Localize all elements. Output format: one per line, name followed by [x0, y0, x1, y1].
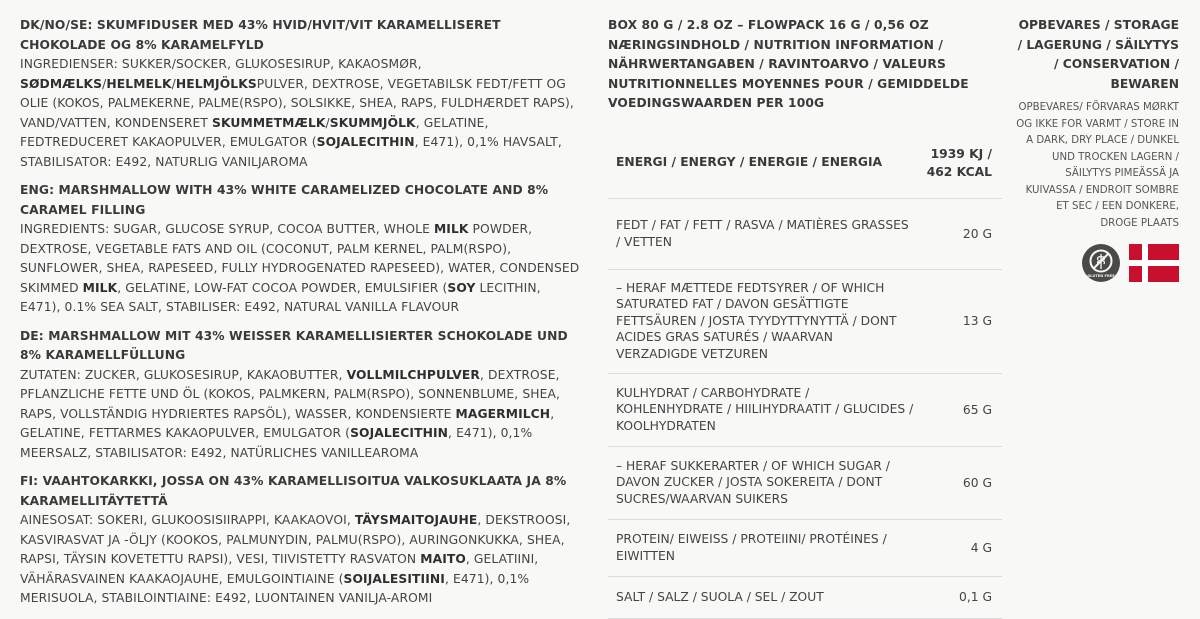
nutrition-row-saturated-fat	[608, 270, 1002, 374]
nutrition-row-fat	[608, 199, 1002, 270]
ingredient-text: /	[325, 115, 330, 130]
ingredient-text: , E471), 0,1% MERISUOLA, STABILOINTIAINE: E492, LUONTAINEN VANILJA-AROMI	[20, 571, 530, 605]
nutrition-label: ENERGI / ENERGY / ENERGIE / ENERGIA	[616, 155, 883, 170]
nutrition-row-sugar	[608, 447, 1002, 520]
allergen-text: SOIJALESITIINI	[343, 571, 445, 586]
nutrition-row-protein	[608, 520, 1002, 577]
ingredient-block	[20, 181, 580, 318]
nutrition-label: FEDT / FAT / FETT / RASVA / MATIÈRES GRASSES / VETTEN	[616, 218, 909, 249]
ingredient-text: , GELATIINI, VÄHÄRASVAINEN KAAKAOJAUHE, EMULGOINTIAINE (	[20, 552, 539, 586]
nutrition-value: 65 G	[962, 402, 992, 417]
ingredient-text: PULVER, DEXTROSE, VEGETABILSK FEDT/FETT OG OLIE (KOKOS, PALMEKERNE, PALME(RSPO), SOLSIKKE, SHEA, RAPS, FULDHÆRDET RAPS), VAND/VATTEN, KONDENSERET	[20, 76, 574, 130]
ingredient-text: INGREDIENSER: SUKKER/SOCKER, GLUKOSESIRUP, KAKAOSMØR,	[20, 57, 422, 71]
nutrition-label: PROTEIN/ EIWEISS / PROTEIINI/ PROTÉINES / EIWITTEN	[616, 532, 887, 563]
ingredient-text: INGREDIENTS: SUGAR, GLUCOSE SYRUP, COCOA BUTTER, WHOLE	[20, 222, 434, 236]
nutrition-label: SALT / SALZ / SUOLA / SEL / ZOUT	[616, 589, 824, 604]
ingredient-list	[20, 55, 580, 172]
allergen-text: SKUMMETMÆLK	[212, 115, 326, 130]
ingredient-block	[20, 472, 580, 609]
nutrition-value: 1939 KJ / 462 KCAL	[926, 146, 992, 179]
ingredients-column	[20, 16, 580, 618]
allergen-text: SKUMMJÖLK	[329, 115, 416, 130]
ingredient-block-title: DE: MARSHMALLOW MIT 43% WEISSER KARAMELLISIERTER SCHOKOLADE UND 8% KARAMELLFÜLLUNG	[20, 328, 568, 362]
nutrition-column	[608, 16, 1002, 619]
nutrition-row-carbohydrate	[608, 374, 1002, 447]
nutrition-value: 60 G	[962, 475, 992, 490]
nutrition-value: 4 G	[970, 540, 992, 555]
ingredient-block-title: ENG: MARSHMALLOW WITH 43% WHITE CARAMELIZED CHOCOLATE AND 8% CARAMEL FILLING	[20, 183, 549, 217]
gluten-free-icon	[1081, 243, 1121, 283]
nutrition-header: BOX 80 G / 2.8 OZ – FLOWPACK 16 G / 0,56 OZ NÆRINGSINDHOLD / NUTRITION INFORMATION / NÄHRWERTANGABEN / RAVINTOARVO / VALEURS NUTRITIONNELLES MOYENNES POUR / GEMIDDELDE VOEDINGSWAARDEN PER 100G	[608, 18, 969, 110]
nutrition-table	[608, 128, 1002, 619]
ingredient-text: AINESOSAT: SOKERI, GLUKOOSISIIRAPPI, KAAKAOVOI,	[20, 513, 355, 527]
nutrition-label: KULHYDRAT / CARBOHYDRATE / KOHLENHYDRATE / HIILIHYDRAATIT / GLUCIDES / KOOLHYDRATEN	[616, 385, 914, 433]
ingredient-block-title: FI: VAAHTOKARKKI, JOSSA ON 43% KARAMELLISOITUA VALKOSUKLAATA JA 8% KARAMELLITÄYTETTÄ	[20, 474, 567, 508]
nutrition-label: – HERAF SUKKERARTER / OF WHICH SUGAR / DAVON ZUCKER / JOSTA SOKEREITA / DONT SUCRES/WAARVAN SUIKERS	[616, 458, 890, 506]
ingredient-list	[20, 220, 580, 318]
ingredient-text: /	[102, 76, 107, 91]
ingredient-block	[20, 327, 580, 464]
ingredient-text: /	[171, 76, 176, 91]
gluten-free-text: GLUTEN FREE	[1087, 274, 1115, 278]
ingredient-block-title: DK/NO/SE: SKUMFIDUSER MED 43% HVID/HVIT/VIT KARAMELLISERET CHOKOLADE OG 8% KARAMELFYLD	[20, 18, 501, 52]
nutrition-value: 20 G	[962, 226, 992, 241]
allergen-text: HELMJÖLKS	[175, 76, 257, 91]
badges	[1016, 243, 1179, 283]
ingredient-text: LECITHIN, E471), 0.1% SEA SALT, STABILISER: E492, NATURAL VANILLA FLAVOUR	[20, 280, 541, 314]
ingredient-text: POWDER, DEXTROSE, VEGETABLE FATS AND OIL (COCONUT, PALM KERNEL, PALM(RSPO), SUNFLOWER, SHEA, RAPESEED, FULLY HYDROGENATED RAPESEED), WATER, CONDENSED SKIMMED	[20, 222, 580, 295]
storage-text: OPBEVARES/ FÖRVARAS MØRKT OG IKKE FOR VARMT / STORE IN A DARK, DRY PLACE / DUNKEL UND TROCKEN LAGERN / SÄILYTYS PIMEÄSSÄ JA KUIVASSA / ENDROIT SOMBRE ET SEC / EEN DONKERE, DROGE PLAATS	[1016, 102, 1179, 229]
storage-column	[1016, 16, 1179, 283]
ingredient-list	[20, 366, 580, 464]
allergen-text: MILK	[82, 280, 118, 295]
allergen-text: TÄYSMAITOJAUHE	[354, 513, 478, 527]
allergen-text: HELMELK	[106, 76, 172, 91]
allergen-text: MAGERMILCH	[455, 406, 551, 421]
nutrition-value: 13 G	[962, 314, 992, 328]
ingredient-text: , E471), 0,1% HAVSALT, STABILISATOR: E492, NATURLIG VANILJAROMA	[20, 135, 562, 169]
nutrition-row-energy	[608, 128, 1002, 199]
ingredient-text: , GELATINE, LOW-FAT COCOA POWDER, EMULSIFIER (	[117, 280, 448, 295]
denmark-flag-icon	[1129, 244, 1179, 282]
ingredient-text: , DEXTROSE, PFLANZLICHE FETTE UND ÖL (KOKOS, PALMKERN, PALM(RSPO), SONNENBLUME, SHEA, RAPS, VOLLSTÄNDIG HYDRIERTES RAPSÖL), WASSER, KONDENSIERTE	[20, 367, 560, 421]
ingredient-block	[20, 16, 580, 172]
storage-title: OPBEVARES / STORAGE / LAGERUNG / SÄILYTYS / CONSERVATION / BEWAREN	[1017, 18, 1179, 91]
allergen-text: MILK	[433, 222, 469, 236]
ingredient-text: , DEKSTROOSI, KASVIRASVAT JA -ÖLJY (KOOKOS, PALMUNYDIN, PALMU(RSPO), AURINGONKUKKA, SHEA, RAPSI, TÄYSIN KOVETETTU RAPSI), VESI, TIIVISTETTY RASVATON	[20, 513, 571, 566]
ingredient-text: , E471), 0,1% MEERSALZ, STABILISATOR: E492, NATÜRLICHES VANILLEAROMA	[20, 426, 533, 460]
ingredient-list	[20, 511, 580, 609]
nutrition-label: – HERAF MÆTTEDE FEDTSYRER / OF WHICH SATURATED FAT / DAVON GESÄTTIGTE FETTSÄUREN / JOSTA TYYDYTTYNYTTÄ / DONT ACIDES GRAS SATURÉS / WAARVAN VERZADIGDE VETZUREN	[616, 280, 897, 361]
ingredient-text: ZUTATEN: ZUCKER, GLUKOSESIRUP, KAKAOBUTTER,	[20, 367, 347, 382]
allergen-text: SOY	[447, 280, 476, 295]
nutrition-row-salt	[608, 577, 1002, 619]
ingredient-text: , GELATINE, FETTARMES KAKAOPULVER, EMULGATOR (	[20, 406, 555, 440]
nutrition-value: 0,1 G	[959, 590, 992, 604]
allergen-text: MAITO	[420, 552, 466, 566]
allergen-text: SØDMÆLKS	[20, 76, 103, 91]
ingredient-text: , GELATINE, FEDTREDUCERET KAKAOPULVER, EMULGATOR (	[20, 115, 489, 149]
allergen-text: VOLLMILCHPULVER	[346, 367, 480, 382]
allergen-text: SOJALECITHIN	[316, 135, 415, 149]
allergen-text: SOJALECITHIN	[350, 426, 449, 440]
